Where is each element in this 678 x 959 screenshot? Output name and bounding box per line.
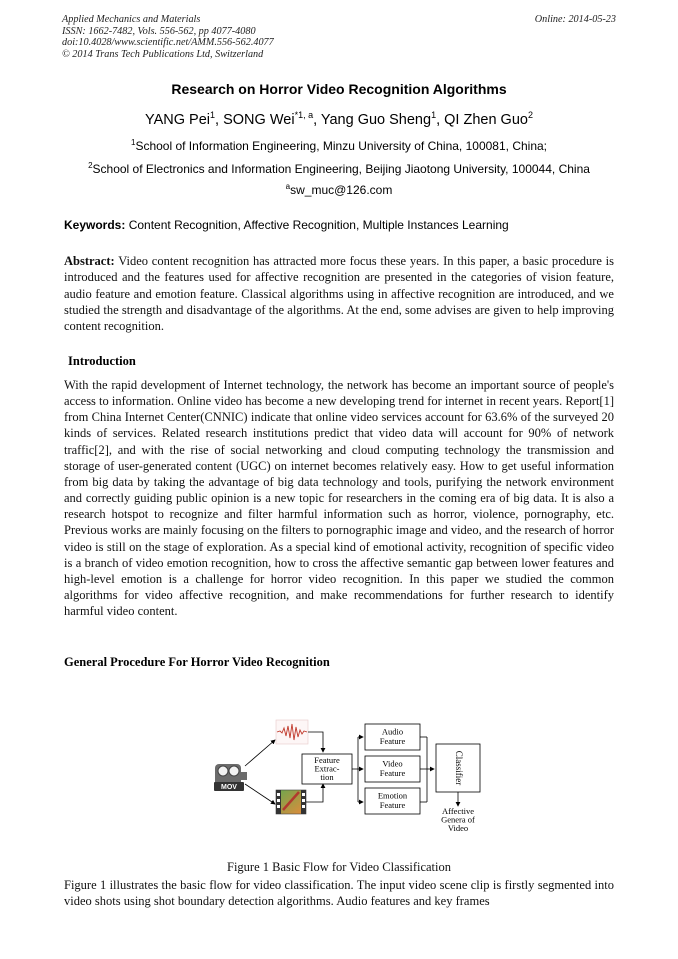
author-list: YANG Pei$^1$, SONG Wei$^{*1, a}$, Yang Guo Sheng$^1$, QI Zhen Guo$^2$ — [145, 110, 533, 128]
journal-header — [62, 14, 616, 60]
author-email — [0, 183, 678, 197]
output-line-2: Genera of — [441, 814, 475, 825]
abstract-label: Abstract: — [64, 254, 115, 268]
film-strip-icon — [276, 790, 306, 814]
affiliation-sup: 2 — [88, 161, 93, 170]
video-feature-line-1: Video — [382, 758, 403, 769]
keywords — [64, 218, 616, 232]
video-source-icon — [214, 764, 247, 791]
audio-feature-box — [365, 724, 420, 750]
audio-feature-line-1: Audio — [381, 726, 404, 737]
procedure-heading: General Procedure For Horror Video Recognition — [64, 655, 330, 669]
issn-line: ISSN: 1662-7482, Vols. 556-562, pp 4077-4080 — [62, 25, 256, 37]
emotion-feature-box — [365, 788, 420, 814]
author-name: SONG Wei — [223, 112, 295, 128]
keywords-label: Keywords: — [64, 218, 126, 232]
video-source-label: MOV — [221, 784, 237, 791]
output-line-3: Video — [447, 823, 469, 833]
paper-title: Research on Horror Video Recognition Algorithms — [171, 81, 507, 97]
affiliation-1 — [0, 139, 678, 153]
affiliation-2 — [0, 162, 678, 176]
abstract — [64, 253, 614, 334]
online-date: Online: 2014-05-23 — [534, 14, 616, 25]
author-name: YANG Pei — [145, 112, 211, 128]
audio-waveform-icon — [276, 720, 308, 744]
author-sup: 2 — [527, 110, 533, 120]
affiliation-text: School of Information Engineering, Minzu University of China, 100081, China; — [135, 139, 547, 153]
author-name: Yang Guo Sheng — [320, 112, 432, 128]
author-sup: 1 — [431, 110, 437, 120]
classifier-label: Classifier — [453, 750, 464, 786]
extraction-line-2: Extrac- — [314, 763, 340, 774]
feature-extraction-box — [302, 754, 352, 784]
output-line-1: Affective — [442, 806, 474, 816]
journal-name: Applied Mechanics and Materials — [62, 14, 201, 25]
introduction-heading: Introduction — [68, 354, 136, 368]
email-text: sw_muc@126.com — [290, 183, 393, 197]
copyright-line: © 2014 Trans Tech Publications Ltd, Switzerland — [62, 48, 264, 60]
figure-1-flow-diagram — [205, 718, 505, 840]
author-sup: *1, a — [294, 110, 314, 120]
abstract-text: Video content recognition has attracted more focus these years. In this paper, a basic procedure is introduced and the features used for affective recognition are presented in the categories of vision feature, audio feature and emotion feature. Classical algorithms using in affective recognition are introduced, and we studied the strength and disadvantage of the algorithms. At the end, some advises are given to help improving content recognition. — [64, 254, 614, 334]
video-feature-box — [365, 756, 420, 782]
emotion-feature-line-1: Emotion — [377, 790, 408, 801]
affiliation-text: School of Electronics and Information Engineering, Beijing Jiaotong University, 100044, China — [92, 162, 590, 176]
affiliation-sup: 1 — [130, 138, 136, 147]
email-sup: a — [285, 182, 291, 191]
audio-feature-line-2: Feature — [379, 736, 406, 746]
author-sup: 1 — [210, 110, 216, 120]
doi-line: doi:10.4028/www.scientific.net/AMM.556-562.4077 — [62, 37, 274, 49]
extraction-line-3: tion — [320, 772, 334, 782]
introduction-body: With the rapid development of Internet technology, the network has become an important source of people's access to information. Online video has become a new developing trend for internet in recent years. Report[1] from China Internet Center(CNNIC) indicate that online video services account for 63.6% of the surveyed 20 kinds of services. Related research institutions predict that video data will account for 90% of network traffic[2], and with the rise of social networking and cloud computing technology the transmission and storage of user-generated content (UGC) on internet becomes relatively easy. How to get useful information from big data by taking the advantage of big data technology and tools, purifying the network environment and correctly guiding public opinion is a new topic for researchers in the coming era of big data. It is also a research hotspot to recognize and filter harmful information such as horror, violence, pornography, etc. Previous works are mainly focusing on the filters to pornographic image and video, and the research of horror video is still on the stage of exploration. As a special kind of emotional activity, recognition of specific video is a branch of video emotion recognition, how to cross the affective semantic gap between lower features and high-level emotion is a challenge for horror video recognition. In this paper we studied the common algorithms for video affective recognition, and make recommendations for further research to identify harmful video content. — [64, 378, 614, 619]
author-name: QI Zhen Guo — [444, 112, 528, 128]
keywords-text: Content Recognition, Affective Recognition, Multiple Instances Learning — [128, 218, 509, 232]
emotion-feature-line-2: Feature — [379, 800, 406, 810]
extraction-line-1: Feature — [314, 755, 340, 765]
procedure-body: Figure 1 illustrates the basic flow for video classification. The input video scene clip is firstly segmented into video shots using shot boundary detection algorithms. Audio features and key frames — [64, 878, 614, 909]
figure-1-caption: Figure 1 Basic Flow for Video Classification — [227, 860, 451, 874]
video-feature-line-2: Feature — [379, 768, 406, 778]
classifier-box — [436, 744, 480, 792]
